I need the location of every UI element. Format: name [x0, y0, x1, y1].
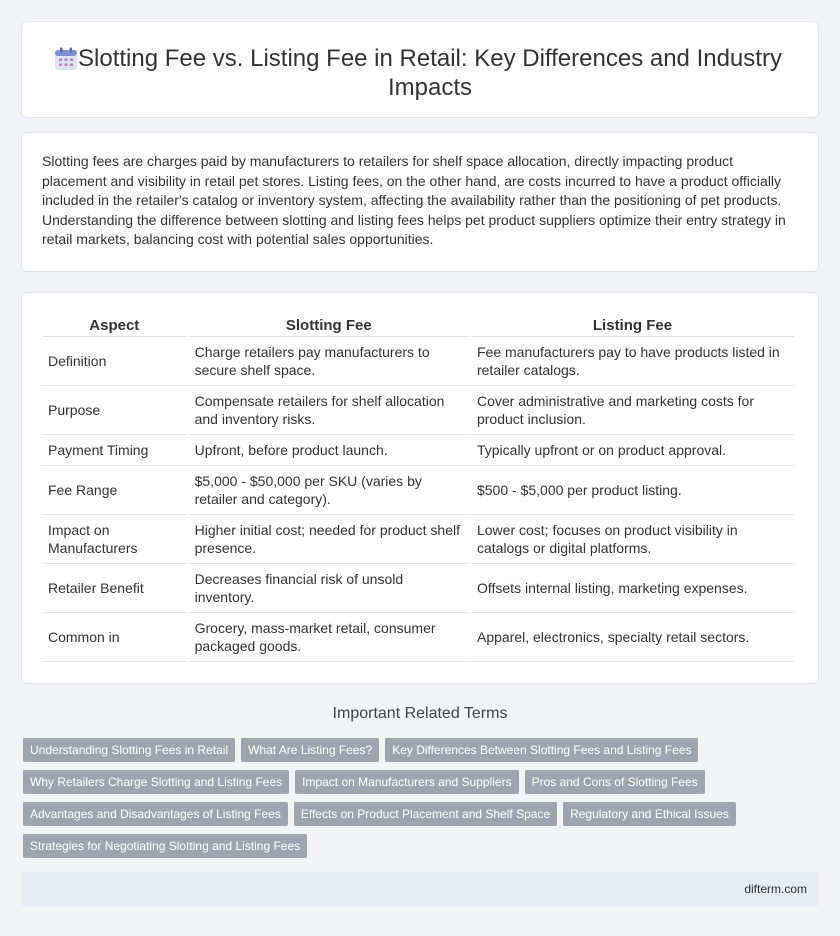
- related-term-link[interactable]: Strategies for Negotiating Slotting and Listing Fees: [23, 834, 307, 858]
- related-term-link[interactable]: Key Differences Between Slotting Fees and Listing Fees: [385, 738, 698, 762]
- row-slotting: Compensate retailers for shelf allocation and inventory risks.: [189, 386, 469, 435]
- related-term-link[interactable]: Why Retailers Charge Slotting and Listing Fees: [23, 770, 289, 794]
- table-row: [42, 435, 794, 466]
- table-row: [42, 337, 794, 386]
- header-aspect: Aspect: [42, 313, 187, 337]
- related-terms-heading: Important Related Terms: [332, 705, 508, 722]
- row-aspect: Common in: [42, 613, 187, 662]
- row-aspect: Definition: [42, 337, 187, 386]
- intro-paragraph: Slotting fees are charges paid by manufacturers to retailers for shelf space allocation, directly impacting product placement and visibility in retail pet stores. Listing fees, on the other hand, are costs incurred to have a product officially included in the retailer's catalog or inventory system, affecting the availability rather than the positioning of pet products. Understanding the difference between slotting and listing fees helps pet product suppliers optimize their entry strategy in retail markets, balancing cost with potential sales opportunities.: [42, 153, 786, 247]
- table-row: [42, 515, 794, 564]
- footer: [21, 872, 819, 906]
- intro-card: [21, 132, 819, 272]
- header-slotting-fee: Slotting Fee: [189, 313, 469, 337]
- row-slotting: Upfront, before product launch.: [189, 435, 469, 466]
- table-row: [42, 613, 794, 662]
- row-listing: Offsets internal listing, marketing expenses.: [471, 564, 794, 613]
- row-listing: Fee manufacturers pay to have products listed in retailer catalogs.: [471, 337, 794, 386]
- row-aspect: Fee Range: [42, 466, 187, 515]
- related-term-link[interactable]: Effects on Product Placement and Shelf Space: [294, 802, 557, 826]
- related-term-link[interactable]: Impact on Manufacturers and Suppliers: [295, 770, 518, 794]
- related-term-link[interactable]: Advantages and Disadvantages of Listing Fees: [23, 802, 288, 826]
- title-card: [21, 21, 819, 118]
- row-aspect: Purpose: [42, 386, 187, 435]
- row-slotting: Higher initial cost; needed for product shelf presence.: [189, 515, 469, 564]
- row-slotting: Grocery, mass-market retail, consumer packaged goods.: [189, 613, 469, 662]
- row-listing: Cover administrative and marketing costs for product inclusion.: [471, 386, 794, 435]
- row-slotting: $5,000 - $50,000 per SKU (varies by retailer and category).: [189, 466, 469, 515]
- row-listing: Apparel, electronics, specialty retail sectors.: [471, 613, 794, 662]
- footer-site-link[interactable]: difterm.com: [744, 882, 807, 896]
- row-aspect: Payment Timing: [42, 435, 187, 466]
- page-title: Slotting Fee vs. Listing Fee in Retail: Key Differences and Industry Impacts: [78, 45, 782, 101]
- related-term-link[interactable]: Regulatory and Ethical Issues: [563, 802, 736, 826]
- related-term-link[interactable]: Pros and Cons of Slotting Fees: [525, 770, 705, 794]
- table-row: [42, 386, 794, 435]
- row-aspect: Retailer Benefit: [42, 564, 187, 613]
- comparison-card: [21, 292, 819, 684]
- table-row: [42, 564, 794, 613]
- related-term-link[interactable]: What Are Listing Fees?: [241, 738, 379, 762]
- table-row: [42, 466, 794, 515]
- related-terms-list: [21, 738, 819, 858]
- row-listing: Lower cost; focuses on product visibility in catalogs or digital platforms.: [471, 515, 794, 564]
- related-terms-section: [21, 705, 819, 858]
- row-listing: Typically upfront or on product approval.: [471, 435, 794, 466]
- row-aspect: Impact on Manufacturers: [42, 515, 187, 564]
- related-term-link[interactable]: Understanding Slotting Fees in Retail: [23, 738, 235, 762]
- comparison-table: [40, 313, 796, 662]
- header-listing-fee: Listing Fee: [471, 313, 794, 337]
- row-listing: $500 - $5,000 per product listing.: [471, 466, 794, 515]
- row-slotting: Decreases financial risk of unsold inventory.: [189, 564, 469, 613]
- row-slotting: Charge retailers pay manufacturers to secure shelf space.: [189, 337, 469, 386]
